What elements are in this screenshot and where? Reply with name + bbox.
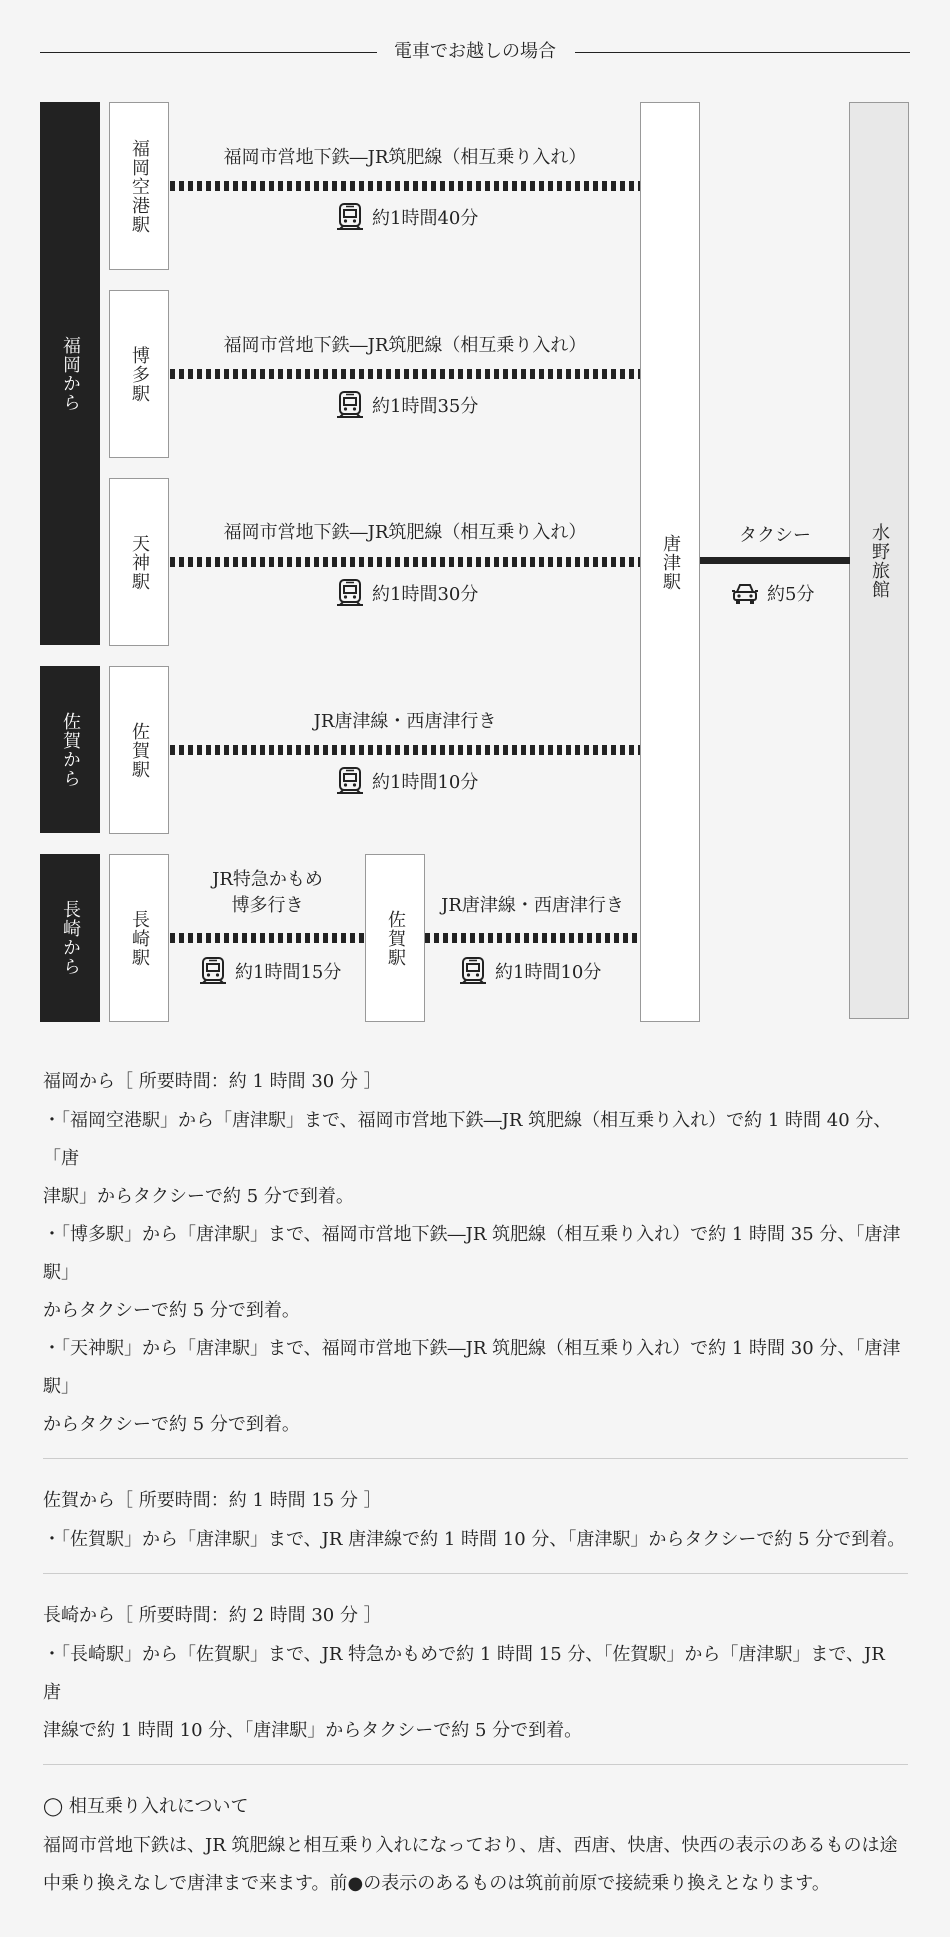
route-airport-label: 福岡市営地下鉄―JR筑肥線（相互乗り入れ） <box>223 147 587 168</box>
route-nagasaki-a-time <box>199 956 341 986</box>
region-fukuoka-label: 福岡から <box>60 335 81 412</box>
station-hakata <box>109 290 169 458</box>
page-title: 電車でお越しの場合 <box>380 40 570 64</box>
note-nagasaki <box>43 1594 908 1765</box>
region-nagasaki <box>40 854 100 1022</box>
station-karatsu-label: 唐津駅 <box>660 533 681 591</box>
route-hakata-time <box>336 390 478 420</box>
route-nagasaki-b-label: JR唐津線・西唐津行き <box>441 895 624 916</box>
destination-ryokan-label: 水野旅館 <box>869 522 890 599</box>
station-tenjin <box>109 478 169 646</box>
route-saga-label: JR唐津線・西唐津行き <box>313 711 497 732</box>
route-nagasaki-b-duration: 約1時間10分 <box>495 962 602 983</box>
route-nagasaki-a-label-1: JR特急かもめ <box>212 869 323 890</box>
note-nagasaki-title: 長崎から［ 所要時間：約 2 時間 30 分 ］ <box>43 1605 382 1626</box>
route-hakata-label: 福岡市営地下鉄―JR筑肥線（相互乗り入れ） <box>223 335 587 356</box>
route-tenjin-label: 福岡市営地下鉄―JR筑肥線（相互乗り入れ） <box>223 522 587 543</box>
heading-rule-right <box>575 52 910 53</box>
station-saga-label: 佐賀駅 <box>129 721 150 779</box>
note-fukuoka-line: 津駅」からタクシーで約 5 分で到着。 <box>43 1186 354 1207</box>
note-fukuoka-line: ・「福岡空港駅」から「唐津駅」まで、福岡市営地下鉄―JR 筑肥線（相互乗り入れ）で約 1 時間 40 分、「唐 <box>43 1110 892 1169</box>
station-karatsu <box>640 102 700 1022</box>
region-fukuoka <box>40 102 100 645</box>
region-nagasaki-label: 長崎から <box>60 900 81 976</box>
note-fukuoka <box>43 1060 908 1459</box>
train-icon <box>336 202 364 232</box>
route-taxi-duration: 約5分 <box>767 584 815 605</box>
station-saga-transfer-label: 佐賀駅 <box>385 909 406 967</box>
station-nagasaki <box>109 854 169 1022</box>
route-saga-rail <box>170 745 640 755</box>
taxi-icon <box>731 578 759 608</box>
region-saga <box>40 666 100 833</box>
train-icon <box>336 766 364 796</box>
route-nagasaki-b-time <box>459 956 601 986</box>
note-through-line: 中乗り換えなしで唐津まで来ます。前●の表示のあるものは筑前前原で接続乗り換えとなります。 <box>43 1873 830 1894</box>
heading-rule-left <box>40 52 377 53</box>
note-fukuoka-title: 福岡から［ 所要時間：約 1 時間 30 分 ］ <box>43 1071 382 1092</box>
route-nagasaki-b-rail <box>425 933 640 943</box>
route-nagasaki-a-rail <box>170 933 365 943</box>
route-airport-duration: 約1時間40分 <box>372 208 479 229</box>
route-hakata-duration: 約1時間35分 <box>372 396 479 417</box>
station-tenjin-label: 天神駅 <box>129 533 150 591</box>
note-nagasaki-line: ・「長崎駅」から「佐賀駅」まで、JR 特急かもめで約 1 時間 15 分、「佐賀駅」から「唐津駅」まで、JR 唐 <box>43 1644 885 1703</box>
route-taxi-time <box>731 578 814 608</box>
station-hakata-label: 博多駅 <box>129 345 150 403</box>
station-saga <box>109 666 169 834</box>
note-through-line: 福岡市営地下鉄は、JR 筑肥線と相互乗り入れになっており、唐、西唐、快唐、快西の表示のあるものは途 <box>43 1835 898 1856</box>
route-tenjin-rail <box>170 557 640 567</box>
train-icon <box>459 956 487 986</box>
route-saga-duration: 約1時間10分 <box>372 772 479 793</box>
station-fukuoka-airport <box>109 102 169 270</box>
note-saga <box>43 1479 908 1574</box>
train-icon <box>336 390 364 420</box>
route-airport-time <box>336 202 478 232</box>
note-through-title: ◯ 相互乗り入れについて <box>43 1796 249 1817</box>
note-fukuoka-line: ・「天神駅」から「唐津駅」まで、福岡市営地下鉄―JR 筑肥線（相互乗り入れ）で約 1 時間 30 分、「唐津駅」 <box>43 1338 901 1397</box>
route-saga-time <box>336 766 478 796</box>
route-airport-rail <box>170 181 640 191</box>
station-saga-transfer <box>365 854 425 1022</box>
route-taxi-line <box>700 557 850 564</box>
station-fukuoka-airport-label: 福岡空港駅 <box>129 138 150 234</box>
region-saga-label: 佐賀から <box>60 711 81 788</box>
route-nagasaki-a-label-2: 博多行き <box>231 895 304 916</box>
notes <box>43 1060 908 1937</box>
route-hakata-rail <box>170 369 640 379</box>
note-fukuoka-line: からタクシーで約 5 分で到着。 <box>43 1414 300 1435</box>
note-fukuoka-line: ・「博多駅」から「唐津駅」まで、福岡市営地下鉄―JR 筑肥線（相互乗り入れ）で約 1 時間 35 分、「唐津駅」 <box>43 1224 901 1283</box>
station-nagasaki-label: 長崎駅 <box>129 909 150 967</box>
train-icon <box>336 578 364 608</box>
note-saga-line: ・「佐賀駅」から「唐津駅」まで、JR 唐津線で約 1 時間 10 分、「唐津駅」からタクシーで約 5 分で到着。 <box>43 1529 906 1550</box>
note-through-service <box>43 1785 908 1917</box>
train-icon <box>199 956 227 986</box>
note-fukuoka-line: からタクシーで約 5 分で到着。 <box>43 1300 300 1321</box>
route-tenjin-time <box>336 578 478 608</box>
note-nagasaki-line: 津線で約 1 時間 10 分、「唐津駅」からタクシーで約 5 分で到着。 <box>43 1720 583 1741</box>
route-taxi-label: タクシー <box>739 525 811 546</box>
route-tenjin-duration: 約1時間30分 <box>372 584 479 605</box>
note-saga-title: 佐賀から［ 所要時間：約 1 時間 15 分 ］ <box>43 1490 382 1511</box>
route-nagasaki-a-duration: 約1時間15分 <box>235 962 342 983</box>
destination-ryokan <box>849 102 909 1019</box>
